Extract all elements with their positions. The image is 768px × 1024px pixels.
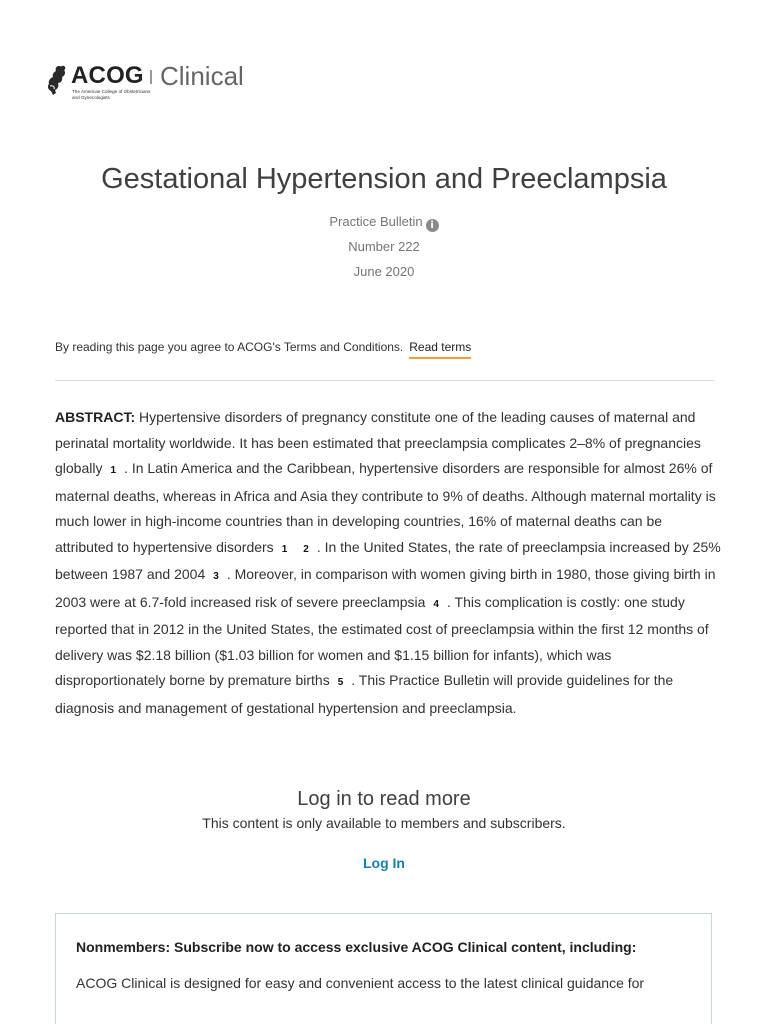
- log-in-link[interactable]: Log In: [363, 855, 405, 871]
- reference-link[interactable]: 1: [110, 465, 117, 476]
- terms-text: By reading this page you agree to ACOG's Terms and Conditions.: [55, 340, 404, 354]
- reference-link[interactable]: 3: [213, 571, 219, 582]
- product-name: Clinical: [160, 61, 244, 91]
- reference-link[interactable]: 4: [433, 598, 439, 610]
- document-type: [0, 209, 768, 234]
- document-number: Number 222: [348, 239, 420, 254]
- terms-notice: [55, 340, 471, 354]
- document-date: June 2020: [353, 264, 415, 279]
- reference-link[interactable]: 1: [281, 543, 288, 555]
- page-title: Gestational Hypertension and Preeclampsia: [101, 163, 667, 195]
- info-icon[interactable]: i: [426, 219, 439, 232]
- read-terms-link[interactable]: Read terms: [409, 340, 471, 359]
- abstract-paragraph: [55, 405, 721, 721]
- login-title: Log in to read more: [297, 788, 471, 810]
- login-subtitle: This content is only available to members and subscribers.: [202, 815, 566, 831]
- subscribe-box: [55, 913, 712, 1024]
- acog-logo-text[interactable]: ACOG: [71, 62, 144, 89]
- reference-link[interactable]: 5: [337, 677, 344, 688]
- acog-logo-figure-icon[interactable]: [46, 64, 70, 96]
- subscribe-body: ACOG Clinical is designed for easy and convenient access to the latest clinical guidance for: [76, 975, 645, 991]
- document-type-label: Practice Bulletin: [329, 214, 423, 229]
- subscribe-heading: Nonmembers: Subscribe now to access exclusive ACOG Clinical content, including:: [76, 939, 637, 955]
- abstract-text: . This complication is costly: one study reported that in 2012 in the United States, the estimated cost of preeclampsia within the first 12 months of delivery was $2.18 billion ($1.03 billion for women and $1.15 billion for infants), which was disproportionately borne by premature births: [55, 593, 709, 688]
- abstract-text: . This Practice Bulletin will provide guidelines for the diagnosis and management of gestational hypertension and preeclampsia.: [55, 672, 674, 716]
- login-prompt: [0, 785, 768, 873]
- abstract-label: ABSTRACT:: [55, 409, 136, 425]
- section-divider: [55, 380, 714, 381]
- abstract-text: . In Latin America and the Caribbean, hypertensive disorders are responsible for almost 26% of maternal deaths, whereas in Africa and Asia they contribute to 9% of deaths. Although maternal mortality is much lower in high-income countries than in developing countries, 16% of maternal deaths can be attributed to hypertensive disorders: [55, 460, 716, 555]
- site-header: [46, 60, 346, 110]
- abstract-text: . In the United States, the rate of preeclampsia increased by 25% between 1987 and 2004: [55, 538, 721, 582]
- reference-link[interactable]: 2: [303, 543, 309, 555]
- logo-divider: [150, 70, 152, 84]
- document-header: [0, 160, 768, 284]
- abstract-text: Hypertensive disorders of pregnancy constitute one of the leading causes of maternal and perinatal mortality worldwide. It has been estimated that preeclampsia complicates 2–8% of pregnancies globally: [55, 409, 701, 476]
- acog-logo-subtitle: The American College of Obstetricians and Gynecologists: [72, 89, 151, 100]
- abstract-text: . Moreover, in comparison with women giving birth in 1980, those giving birth in 2003 were at 6.7-fold increased risk of severe preeclampsia: [55, 566, 716, 610]
